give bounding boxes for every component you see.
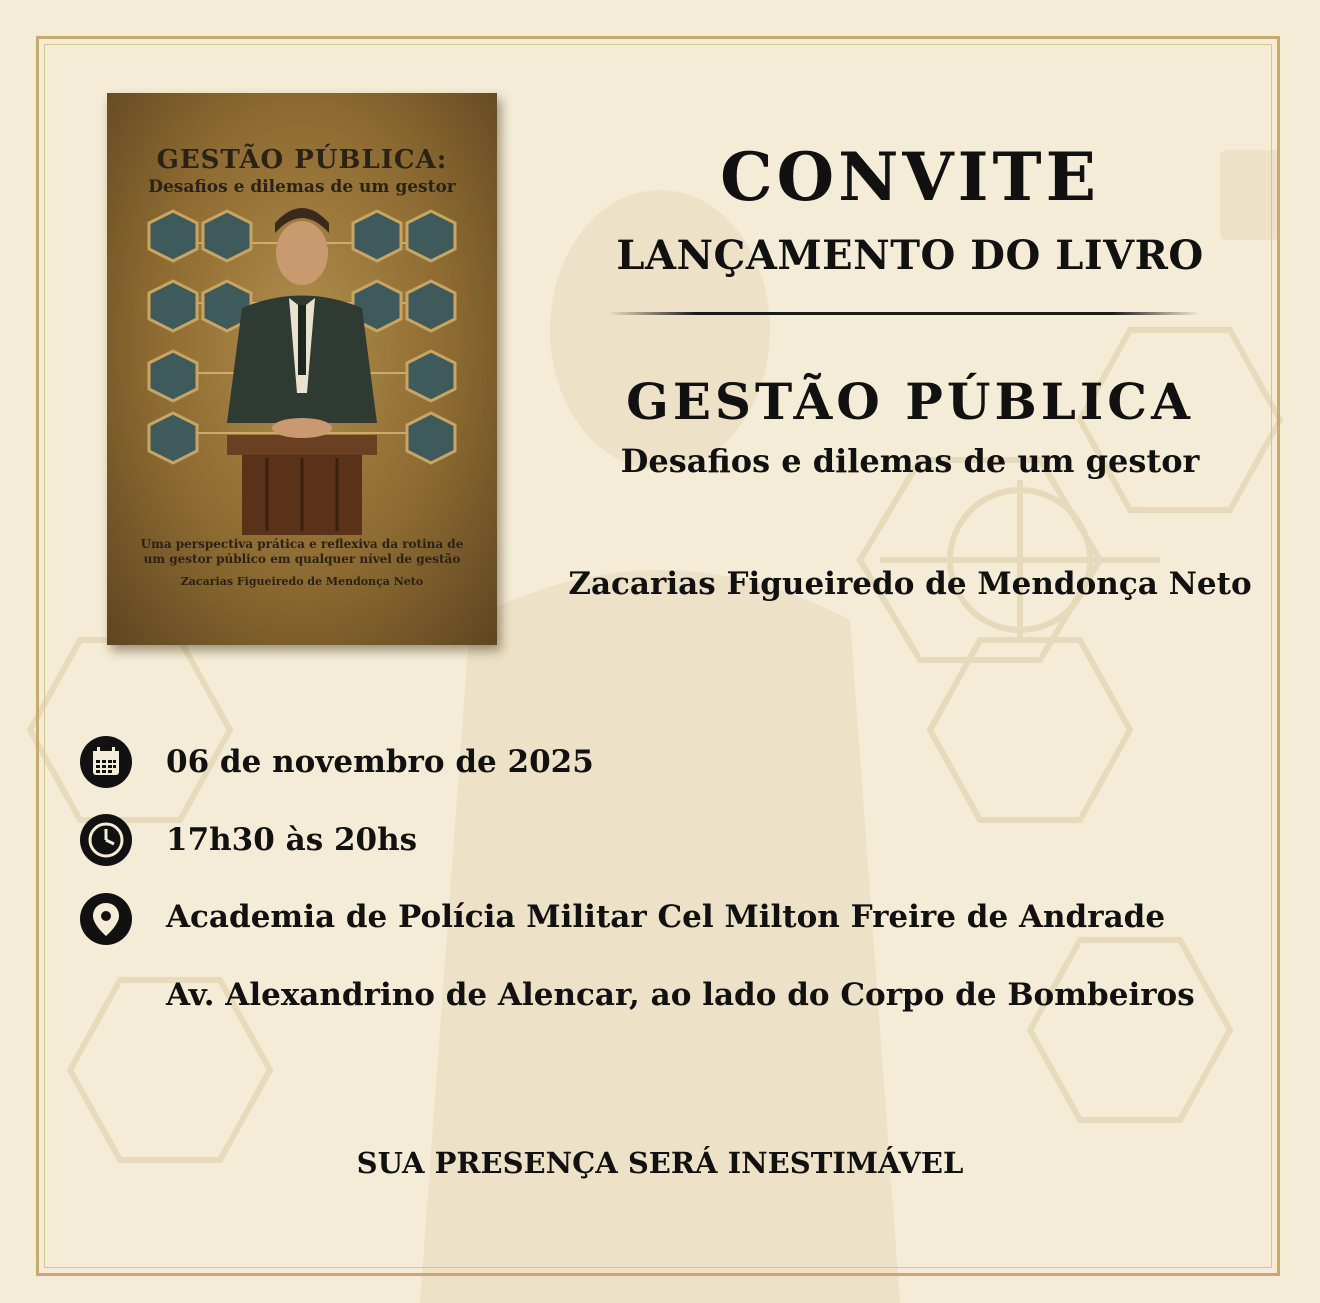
cover-tagline — [107, 537, 497, 567]
calendar-icon — [80, 736, 132, 788]
divider — [608, 312, 1200, 315]
event-address: Av. Alexandrino de Alencar, ao lado do Corpo de Bombeiros — [166, 977, 1195, 1013]
closing-message: SUA PRESENÇA SERÁ INESTIMÁVEL — [356, 1146, 964, 1180]
event-date: 06 de novembro de 2025 — [166, 744, 594, 780]
invite-subtitle: LANÇAMENTO DO LIVRO — [616, 232, 1204, 279]
book-author: Zacarias Figueiredo de Mendonça Neto — [568, 566, 1252, 602]
event-time: 17h30 às 20hs — [166, 822, 418, 858]
book-title: GESTÃO PÚBLICA — [626, 372, 1194, 431]
cover-title: GESTÃO PÚBLICA: — [156, 145, 448, 175]
cover-subtitle: Desafios e dilemas de um gestor — [148, 177, 456, 197]
invite-title: CONVITE — [720, 138, 1100, 216]
book-cover — [107, 93, 497, 645]
event-venue: Academia de Polícia Militar Cel Milton Freire de Andrade — [166, 899, 1166, 935]
cover-author: Zacarias Figueiredo de Mendonça Neto — [180, 575, 424, 588]
location-pin-icon — [80, 893, 132, 945]
clock-icon — [80, 814, 132, 866]
cover-tagline-line-2: um gestor público em qualquer nível de gestão — [143, 552, 461, 566]
cover-tagline-line-1: Uma perspectiva prática e reflexiva da rotina de — [140, 537, 464, 551]
book-subtitle: Desafios e dilemas de um gestor — [620, 442, 1200, 480]
